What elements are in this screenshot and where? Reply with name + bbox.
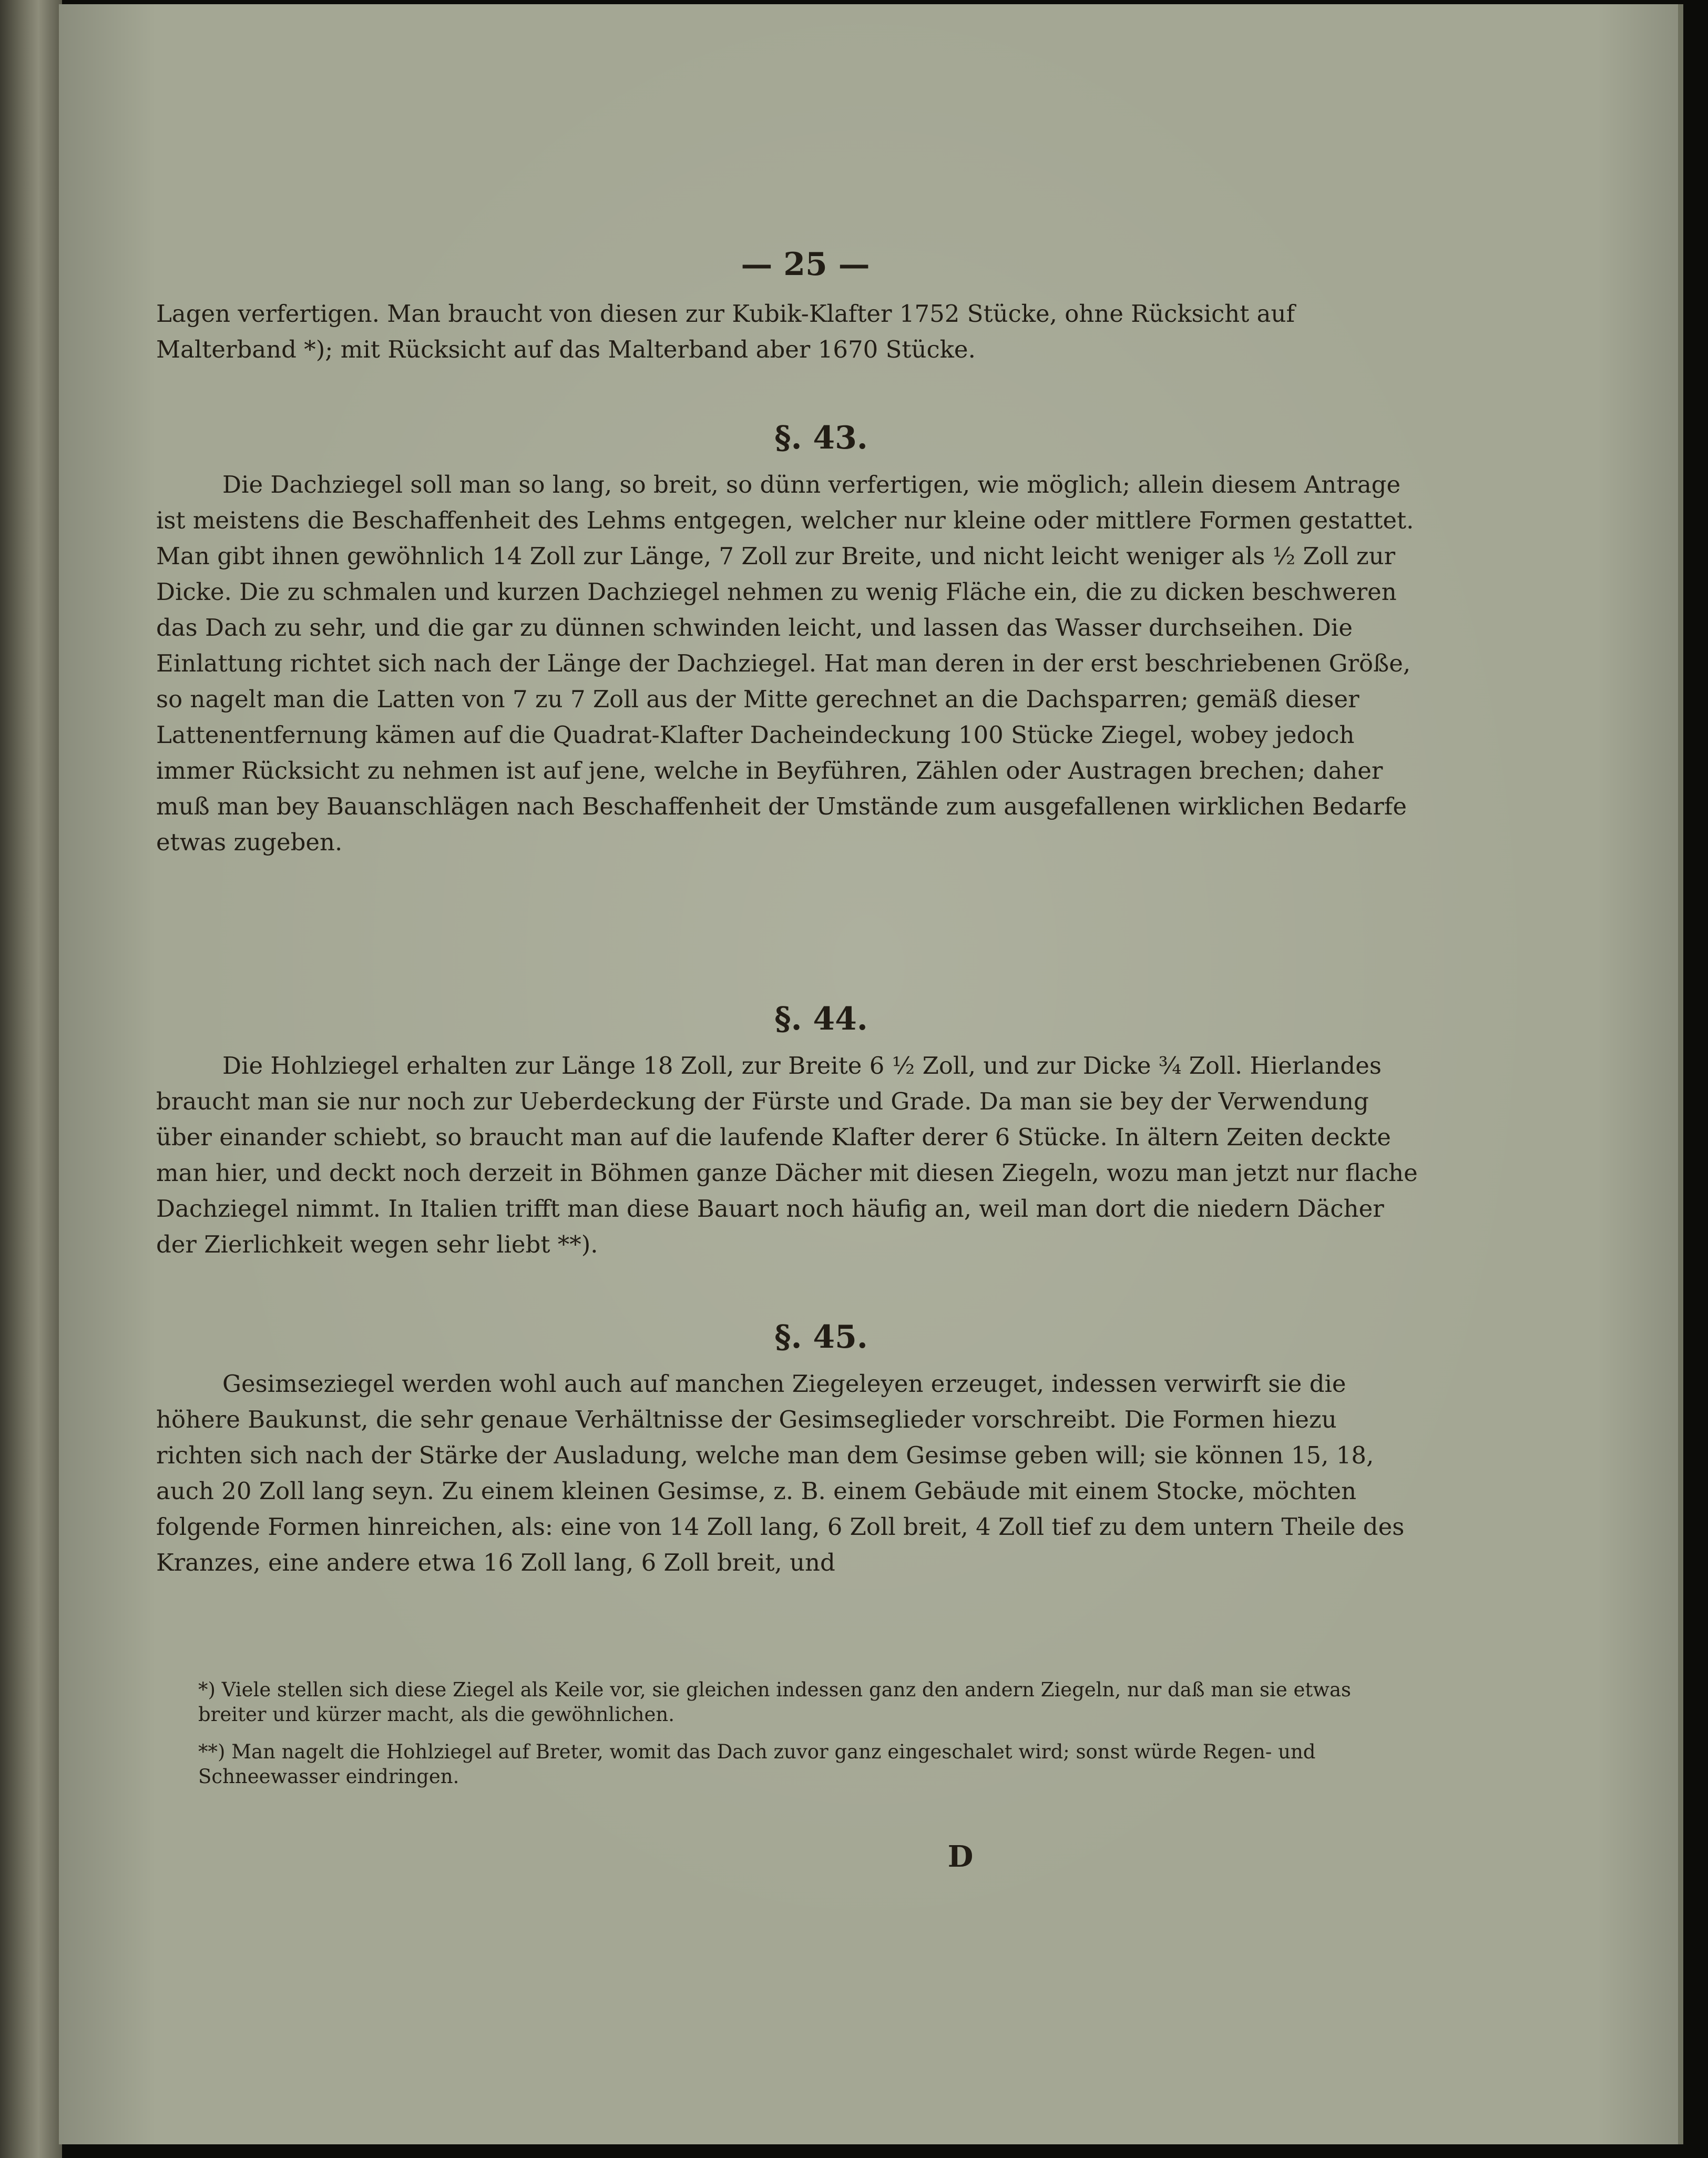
- section-heading-45: §. 45.: [774, 1319, 868, 1356]
- section-45-paragraph: Gesimseziegel werden wohl auch auf manchen Ziegeleyen erzeuget, indessen verwirft sie die höhere Baukunst, die sehr genaue Verhältnisse der Gesimseglieder vorschreibt. Die Formen hiezu richten sich nach der Stärke der Ausladung, welche man dem Gesimse geben will; sie können 15, 18, auch 20 Zoll lang seyn. Zu einem kleinen Gesimse, z. B. einem Gebäude mit einem Stocke, möchten folgende Formen hinreichen, als: eine von 14 Zoll lang, 6 Zoll breit, 4 Zoll tief zu dem untern Theile des Kranzes, eine andere etwa 16 Zoll lang, 6 Zoll breit, und: [156, 1370, 1405, 1576]
- page-sheet: [59, 4, 1683, 2144]
- printer-signature-mark: D: [947, 1839, 974, 1874]
- page-number: — 25 —: [741, 246, 870, 283]
- section-heading-44: §. 44.: [774, 1001, 868, 1037]
- section-43-paragraph: Die Dachziegel soll man so lang, so breit, so dünn verfertigen, wie möglich; allein diesem Antrage ist meistens die Beschaffenheit des Lehms entgegen, welcher nur kleine oder mittlere Formen gestattet. Man gibt ihnen gewöhnlich 14 Zoll zur Länge, 7 Zoll zur Breite, und nicht leicht weniger als ½ Zoll zur Dicke. Die zu schmalen und kurzen Dachziegel nehmen zu wenig Fläche ein, die zu dicken beschweren das Dach zu sehr, und die gar zu dünnen schwinden leicht, und lassen das Wasser durchseihen. Die Einlattung richtet sich nach der Länge der Dachziegel. Hat man deren in der erst beschriebenen Größe, so nagelt man die Latten von 7 zu 7 Zoll aus der Mitte gerechnet an die Dachsparren; gemäß dieser Lattenentfernung kämen auf die Quadrat-Klafter Dacheindeckung 100 Stücke Ziegel, wobey jedoch immer Rücksicht zu nehmen ist auf jene, welche in Beyführen, Zählen oder Austragen brechen; daher muß man bey Bauanschlägen nach Beschaffenheit der Umstände zum ausgefallenen wirklichen Bedarfe etwas zugeben.: [156, 471, 1414, 856]
- book-gutter: [0, 0, 62, 2158]
- footnote-1: *) Viele stellen sich diese Ziegel als Keile vor, sie gleichen indessen ganz den andern Ziegeln, nur daß man sie etwas breiter und kürzer macht, als die gewöhnlichen.: [198, 1678, 1351, 1726]
- paragraph-continuation: Lagen verfertigen. Man braucht von diesen zur Kubik-Klafter 1752 Stücke, ohne Rücksicht auf Malterband *); mit Rücksicht auf das Malterband aber 1670 Stücke.: [156, 300, 1295, 363]
- section-44-paragraph: Die Hohlziegel erhalten zur Länge 18 Zoll, zur Breite 6 ½ Zoll, und zur Dicke ¾ Zoll. Hierlandes braucht man sie nur noch zur Ueberdeckung der Fürste und Grade. Da man sie bey der Verwendung über einander schiebt, so braucht man auf die laufende Klafter derer 6 Stücke. In ältern Zeiten deckte man hier, und deckt noch derzeit in Böhmen ganze Dächer mit diesen Ziegeln, wozu man jetzt nur flache Dachziegel nimmt. In Italien trifft man diese Bauart noch häufig an, weil man dort die niedern Dächer der Zierlichkeit wegen sehr liebt **).: [156, 1052, 1418, 1258]
- section-heading-43: §. 43.: [774, 420, 868, 456]
- footnote-2: **) Man nagelt die Hohlziegel auf Breter, womit das Dach zuvor ganz eingeschalet wird; sonst würde Regen- und Schneewasser eindringen.: [198, 1740, 1316, 1788]
